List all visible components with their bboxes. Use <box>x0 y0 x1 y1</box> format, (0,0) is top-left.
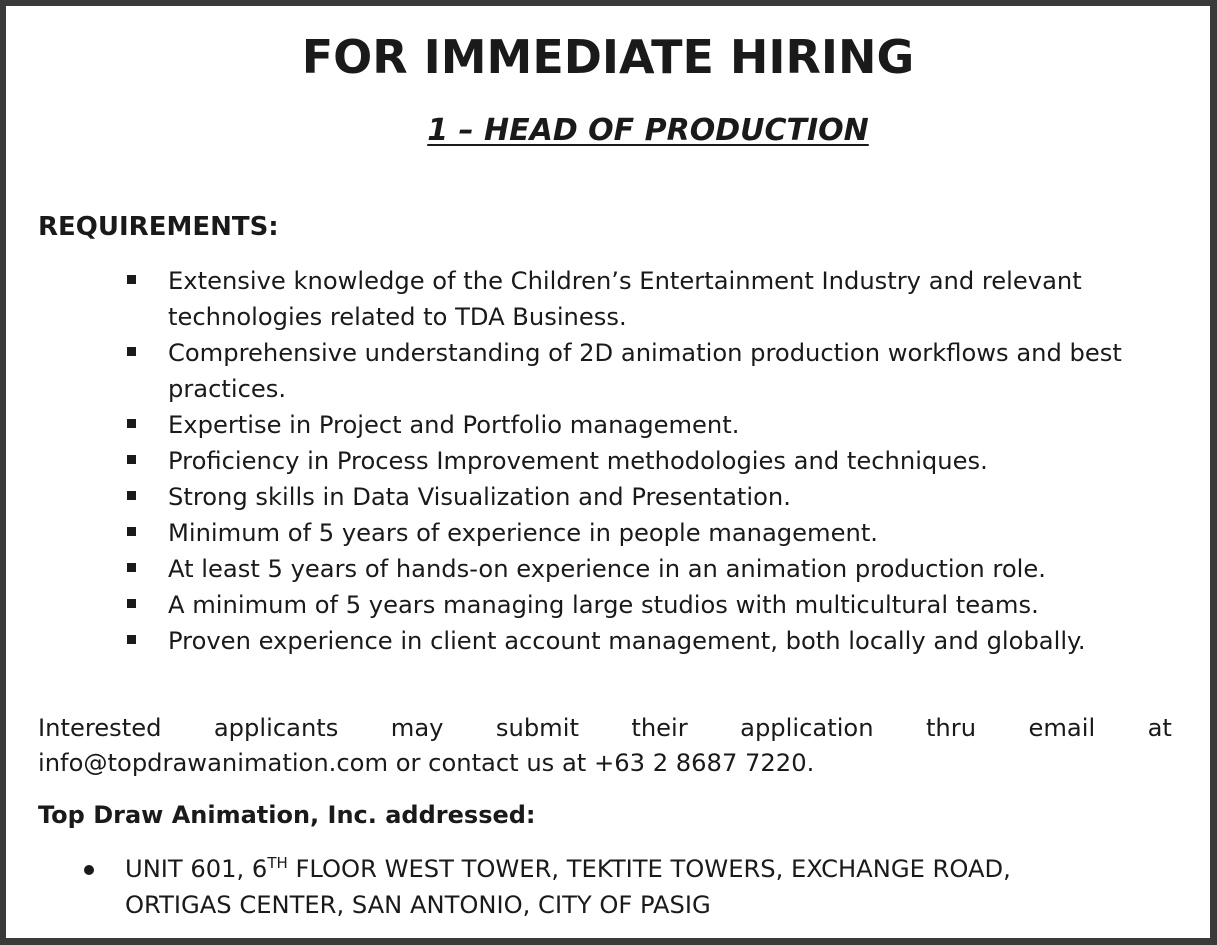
application-line-1 <box>38 711 1172 746</box>
sentence-end: . <box>806 749 815 777</box>
requirement-item <box>6 407 1217 443</box>
requirement-text: Strong skills in Data Visualization and Presentation. <box>168 483 791 511</box>
apply-word: Interested <box>38 714 162 742</box>
requirement-text: Proven experience in client account management, both locally and globally. <box>168 627 1086 655</box>
phone-number[interactable]: +63 2 8687 7220 <box>593 749 807 777</box>
address-line-1 <box>125 855 1011 883</box>
requirement-item <box>6 335 1217 407</box>
square-bullet-icon <box>127 635 136 644</box>
requirement-text: Comprehensive understanding of 2D animation production workflows and best practices. <box>168 339 1122 403</box>
apply-word: applicants <box>213 714 339 742</box>
apply-word: submit <box>495 714 579 742</box>
contact-text: or contact us at <box>388 749 594 777</box>
position-title: 1 – HEAD OF PRODUCTION <box>427 113 869 148</box>
square-bullet-icon <box>127 455 136 464</box>
requirement-item <box>6 263 1217 335</box>
requirement-item <box>6 551 1217 587</box>
requirement-text: Proficiency in Process Improvement methodologies and techniques. <box>168 447 988 475</box>
requirement-item <box>6 587 1217 623</box>
requirement-text: Expertise in Project and Portfolio management. <box>168 411 740 439</box>
email-link[interactable]: info@topdrawanimation.com <box>38 749 389 777</box>
requirement-text: Minimum of 5 years of experience in people management. <box>168 519 878 547</box>
requirement-item <box>6 479 1217 515</box>
square-bullet-icon <box>127 347 136 356</box>
apply-word: may <box>390 714 444 742</box>
requirement-item <box>6 515 1217 551</box>
address-line-1-rest: FLOOR WEST TOWER, TEKTITE TOWERS, EXCHANGE ROAD, <box>287 855 1011 883</box>
address-heading: Top Draw Animation, Inc. addressed: <box>38 801 536 829</box>
apply-word: their <box>631 714 688 742</box>
requirement-text: A minimum of 5 years managing large studios with multicultural teams. <box>168 591 1039 619</box>
apply-word: application <box>740 714 874 742</box>
requirement-text: Extensive knowledge of the Children’s Entertainment Industry and relevant technologies related to TDA Business. <box>168 267 1082 331</box>
requirement-item <box>6 623 1217 659</box>
requirement-item <box>6 443 1217 479</box>
requirements-heading: REQUIREMENTS: <box>38 212 279 242</box>
square-bullet-icon <box>127 527 136 536</box>
requirement-text: At least 5 years of hands-on experience in an animation production role. <box>168 555 1046 583</box>
page-title: FOR IMMEDIATE HIRING <box>301 30 915 84</box>
square-bullet-icon <box>127 599 136 608</box>
address-line-2: ORTIGAS CENTER, SAN ANTONIO, CITY OF PASIG <box>125 891 711 919</box>
apply-word: at <box>1147 714 1172 742</box>
requirements-list <box>6 263 1217 659</box>
application-instructions <box>38 711 1172 781</box>
address-item <box>6 851 1217 923</box>
address-unit: UNIT 601, 6 <box>125 855 268 883</box>
square-bullet-icon <box>127 491 136 500</box>
address-list <box>6 851 1217 923</box>
square-bullet-icon <box>127 275 136 284</box>
square-bullet-icon <box>127 419 136 428</box>
round-bullet-icon <box>84 865 94 875</box>
square-bullet-icon <box>127 563 136 572</box>
floor-ordinal-suffix: TH <box>267 853 288 872</box>
application-line-2 <box>38 746 1172 781</box>
apply-word: email <box>1028 714 1096 742</box>
apply-word: thru <box>925 714 977 742</box>
